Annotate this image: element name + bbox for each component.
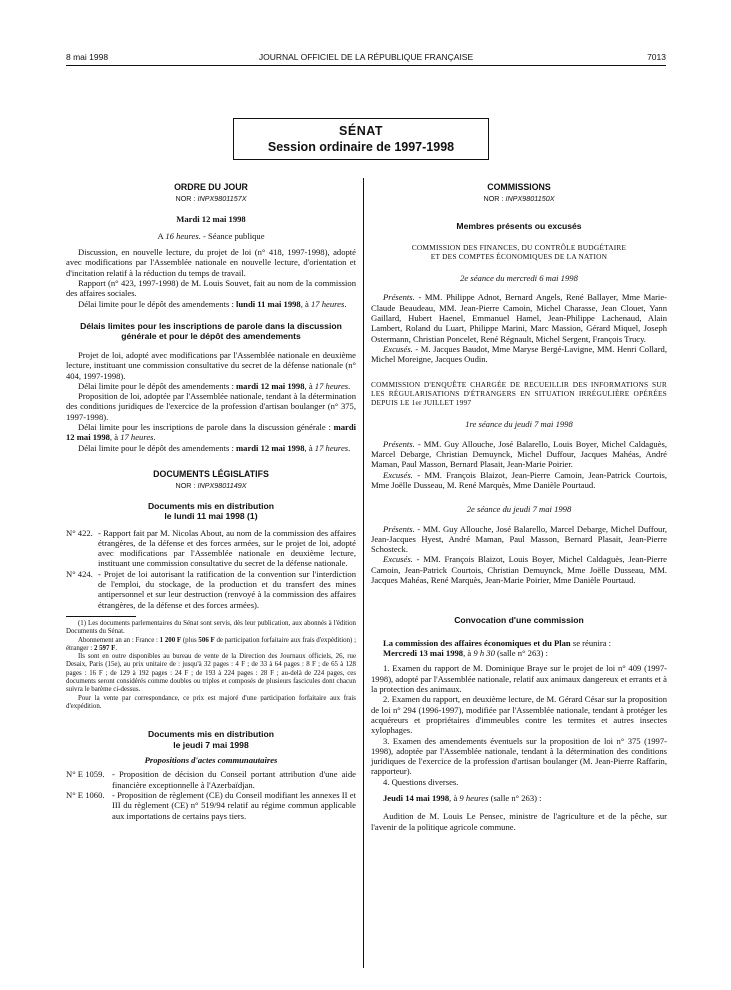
enquete-commission-head: COMMISSION D'ENQUÊTE CHARGÉE DE RECUEILLIR DES INFORMATIONS SUR LES RÉGULARISATIONS D'ÉTRANGERS EN SITUATION IRRÉGULIÈRE OPÉRÉES DEPUIS LE 1er JUILLET 1997 [371,380,667,408]
footnote-p3: Ils sont en outre disponibles au bureau de vente de la Direction des Journaux officiels, 26, rue Desaix, Paris (15e), au prix unitaire de : jusqu'à 32 pages : 4 F ; de 33 à 64 pages : 8 F ; de 65 à 128 pages : 16 F ; de 129 à 192 pages : 24 F ; de 193 à 224 pages : 28 F ; au-delà de 224 pages, ces documents seront considérés comme doubles ou triples et composés de plusieurs fascicules dont chacun suivra le barème ci-dessus. [66,653,356,694]
header-page-number: 7013 [647,52,666,62]
left-column [66,182,356,821]
doc-item-label: N° E 1059. [66,769,105,780]
docs2-distribution-title: Documents mis en distribution [147,729,275,740]
footnote-p1: (1) Les documents parlementaires du Sénat sont servis, dès leur publication, aux abonnés à l'édition Documents du Sénat. [66,619,356,636]
convocation-date-2: Jeudi 14 mai 1998, à 9 heures (salle n° 263) : [383,792,542,803]
enquete-presents-1: Présents. - MM. Guy Allouche, José Balarello, Louis Boyer, Michel Caldaguès, Marcel Debarge, Christian Demuynck, Michel Duffour, Jacques Mahéas, André Maman, Paul Masson, Bernard Plasait, Jean-Marie Poirier. [371,438,667,470]
comm-nor: NOR : INPX9801150X [483,194,555,204]
finances-excuses: Excusés. - M. Jacques Baudot, Mme Maryse Bergé-Lavigne, MM. Henri Collard, Michel Moreigne, Jacques Oudin. [371,343,667,365]
delais-para-5: Délai limite pour le dépôt des amendements : mardi 12 mai 1998, à 17 heures. [78,442,351,453]
header-journal-title: JOURNAL OFFICIEL DE LA RÉPUBLIQUE FRANÇAISE [258,52,474,62]
delais-para-4: Délai limite pour les inscriptions de parole dans la discussion générale : mardi 12 mai 1998, à 17 heures. [66,422,356,443]
finances-commission-head-1: COMMISSION DES FINANCES, DU CONTRÔLE BUDGÉTAIRE [411,243,627,253]
doc-item-label: N° 424. [66,568,93,579]
header-date: 8 mai 1998 [66,52,109,62]
ordre-para-2: Rapport (n° 423, 1997-1998) de M. Louis Souvet, fait au nom de la commission des affaires sociales. [66,278,356,299]
finances-presents: Présents. - MM. Philippe Adnot, Bernard Angels, René Ballayer, Mme Marie-Claude Beaudeau, MM. Jean-Pierre Camoin, Michel Charasse, Jean Clouet, Yann Gaillard, Hubert Haenel, Emmanuel Hamel, Jean-Philippe Lachenaud, Alain Lambert, Roland du Luart, Philippe Marini, Marc Massion, Gérard Miquel, Joseph Ostermann, Christian Poncelet, René Régnault, Michel Sergent, François Trucy. [371,292,667,344]
convocation-date-1: Mercredi 13 mai 1998, à 9 h 30 (salle n° 263) : [383,648,548,659]
doc-item-text: - Projet de loi autorisant la ratification de la convention sur l'interdiction de l'emploi, du stockage, de la production et du transfert des mines antipersonnel et sur leur destruction (renvoyé à la commission des affaires étrangères, de la défense et des forces armées). [98,568,356,610]
enquete-seance-1: 1re séance du jeudi 7 mai 1998 [465,419,573,430]
enquete-excuses-2: Excusés. - MM. François Blaizot, Louis Boyer, Michel Caldaguès, Jean-Pierre Camoin, Jean-Patrick Courtois, Christian Demuynck, Mme Joëlle Dusseau, MM. Jacques Mahéas, René Marquès, Jean-Marie Poirier, Mme Danièle Pourtaud. [371,554,667,586]
ordre-nor: NOR : INPX9801157X [175,194,247,204]
footnote-p2: Abonnement an an : France : 1 200 F (plus 506 F de participation forfaitaire aux frais d'expédition) ; étranger : 2 597 F. [66,636,356,652]
docs2-distribution-date: le jeudi 7 mai 1998 [173,739,249,750]
convocation-intro: La commission des affaires économiques et du Plan se réunira : [383,637,612,648]
title-senat: SÉNAT [339,124,383,138]
doc-item-text: - Proposition de règlement (CE) du Conseil modifiant les annexes II et III du règlement (CE) n° 519/94 relatif au régime commun applicable aux importations de certains pays tiers. [112,790,356,821]
delais-para-2: Délai limite pour le dépôt des amendements : mardi 12 mai 1998, à 17 heures. [78,380,351,391]
doc-item-e1060 [66,790,356,821]
right-column [371,182,667,832]
ordre-seance: A 16 heures. - Séance publique [157,230,265,241]
convocation-item-2: 2. Examen du rapport, en deuxième lecture, de M. Gérard César sur la proposition de loi n° 294 (1996-1997), modifiée par l'Assemblée nationale, tendant à protéger les acquéreurs et propriétaires d'immeubles contre les termites et autres insectes xylophages. [371,694,667,736]
doc-item-text: - Rapport fait par M. Nicolas About, au nom de la commission des affaires étrangères, de la défense et des forces armées, sur le projet de loi, adopté avec modifications par l'Assemblée nationale en deuxième lecture, instituant une commission consultative du secret de la défense nationale. [98,527,356,569]
column-divider [363,178,364,968]
doc-item-text: - Proposition de décision du Conseil portant attribution d'une aide financière exceptionnelle à l'Azerbaïdjan. [112,769,356,790]
doc-item-label: N° E 1060. [66,790,105,801]
enquete-excuses-1: Excusés. - MM. François Blaizot, Jean-Pierre Camoin, Jean-Patrick Courtois, Mme Joëlle Dusseau, M. René Marquès, Mme Danièle Pourtaud. [371,469,667,490]
convocation-item-3: 3. Examen des amendements éventuels sur la proposition de loi n° 375 (1997-1998), adoptée par l'Assemblée nationale, tendant à la détermination des conditions juridiques de l'exercice de la profession d'artisan boulanger (M. Jean-Pierre Raffarin, rapporteur). [371,735,667,777]
convocation-heading: Convocation d'une commission [454,615,584,626]
ordre-date: Mardi 12 mai 1998 [176,213,246,224]
footnote-rule [66,616,136,617]
docs-nor: NOR : INPX9801149X [175,481,247,491]
membres-heading: Membres présents ou excusés [456,220,582,231]
ordre-para-3: Délai limite pour le dépôt des amendements : lundi 11 mai 1998, à 17 heures. [78,298,347,309]
commissions-heading: COMMISSIONS [487,182,551,192]
docs-distribution-title: Documents mis en distribution [147,500,275,511]
doc-item-e1059 [66,769,356,790]
ordre-para-1: Discussion, en nouvelle lecture, du projet de loi (n° 418, 1997-1998), adopté avec modifications par l'Assemblée nationale en nouvelle lecture, d'orientation et d'incitation relatif à la réduction du temps de travail. [66,247,356,278]
header-rule [66,65,666,66]
footnote-p4: Pour la vente par correspondance, ce prix est majoré d'une participation forfaitaire aux frais d'expédition. [66,694,356,710]
doc-item-label: N° 422. [66,527,93,538]
convocation-item-4: 4. Questions diverses. [383,776,459,787]
running-header [66,52,666,66]
docs-distribution-date: le lundi 11 mai 1998 (1) [164,511,258,522]
finances-seance: 2e séance du mercredi 6 mai 1998 [460,273,578,284]
convocation-final: Audition de M. Louis Le Pensec, ministre de l'agriculture et de la pêche, sur l'avenir de la politique agricole commune. [371,811,667,832]
docs2-actes-heading: Propositions d'actes communautaires [144,755,278,766]
doc-item-422 [66,528,356,569]
ordre-du-jour-heading: ORDRE DU JOUR [174,182,248,192]
title-box [233,118,489,160]
delais-para-1: Projet de loi, adopté avec modifications par l'Assemblée nationale en deuxième lecture, instituant une commission consultative du secret de la défense nationale (n° 404, 1997-1998). [66,349,356,381]
title-session: Session ordinaire de 1997-1998 [267,140,455,154]
convocation-item-1: 1. Examen du rapport de M. Dominique Braye sur le projet de loi n° 409 (1997-1998), adopté par l'Assemblée nationale, relatif aux animaux dangereux et errants et à la protection des animaux. [371,663,667,695]
documents-legislatifs-heading: DOCUMENTS LÉGISLATIFS [153,468,269,479]
delais-heading: Délais limites pour les inscriptions de parole dans la discussion générale et pour le dépôt des amendements [80,320,342,342]
enquete-presents-2: Présents. - MM. Guy Allouche, José Balarello, Marcel Debarge, Michel Duffour, Jean-Jacques Hyest, André Maman, Paul Masson, Bernard Plasait, Jean-Pierre Schosteck. [371,523,667,555]
enquete-seance-2: 2e séance du jeudi 7 mai 1998 [466,504,572,515]
doc-item-424 [66,569,356,610]
delais-para-3: Proposition de loi, adoptée par l'Assemblée nationale, tendant à la détermination des conditions juridiques de l'exercice de la profession d'artisan boulanger (n° 375, 1997-1998). [66,391,356,422]
footnote [66,620,356,711]
finances-commission-head-2: ET DES COMPTES ÉCONOMIQUES DE LA NATION [430,252,608,262]
